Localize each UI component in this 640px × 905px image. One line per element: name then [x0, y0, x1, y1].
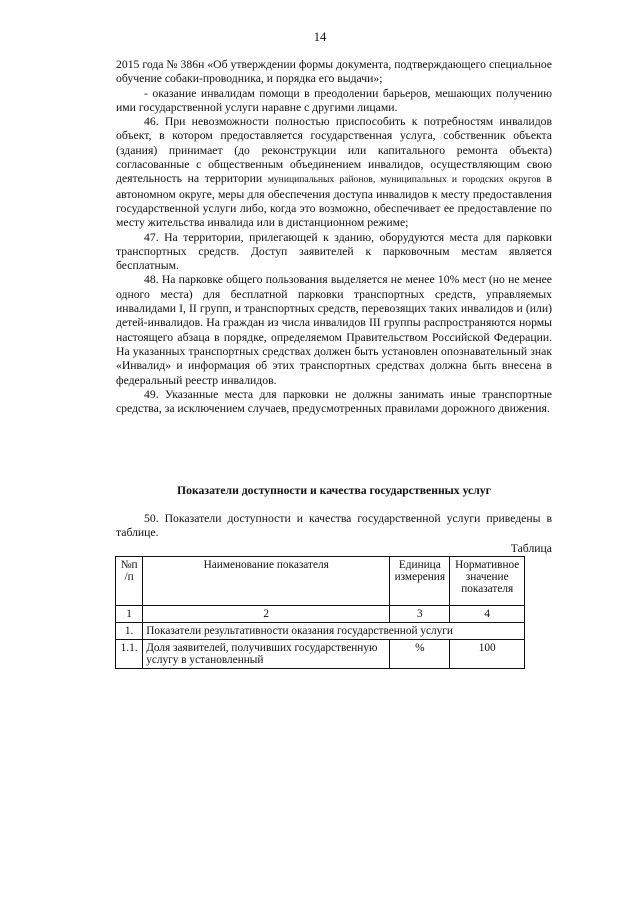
table-section-row	[116, 623, 525, 640]
paragraph-50: 50. Показатели доступности и качества государственной услуги приведены в таблице.	[116, 512, 552, 540]
table-cell: 4	[450, 606, 525, 623]
table-numbering-row	[116, 606, 525, 623]
paragraph: - оказание инвалидам помощи в преодолении барьеров, мешающих получению ими государственной услуги наравне с другими лицами.	[116, 86, 552, 114]
table-row	[116, 640, 525, 669]
table-header-row	[116, 557, 525, 606]
paragraph-47: 47. На территории, прилегающей к зданию, оборудуются места для парковки транспортных средств. Доступ заявителей к парковочным местам является бесплатным.	[116, 230, 552, 273]
table-cell: 1	[116, 606, 143, 623]
section-heading: Показатели доступности и качества государственных услуг	[177, 484, 491, 497]
table-label: Таблица	[510, 542, 552, 555]
paragraph-text-small: муниципальных районов, муниципальных и городских округов	[267, 174, 541, 186]
paragraph: 2015 года № 386н «Об утверждении формы документа, подтверждающего специальное обучение собаки-проводника, и порядка его выдачи»;	[116, 58, 552, 86]
header-cell-name: Наименование показателя	[143, 557, 390, 606]
header-cell-value: Нормативное значение показателя	[450, 557, 525, 606]
table-cell: 2	[143, 606, 390, 623]
paragraph-48: 48. На парковке общего пользования выделяется не менее 10% мест (но не менее одного места) для бесплатной парковки транспортных средств, управляемых инвалидами I, II групп, и транспортных средств, перевозящих таких инвалидов и (или) детей-инвалидов. На граждан из числа инвалидов III группы распространяются нормы настоящего абзаца в порядке, определяемом Правительством Российской Федерации. На указанных транспортных средствах должен быть установлен опознавательный знак «Инвалид» и информация об этих транспортных средствах должна быть внесена в федеральный реестр инвалидов.	[116, 273, 552, 387]
table-cell: 100	[450, 640, 525, 669]
table-cell: 3	[390, 606, 450, 623]
table-cell: 1.1.	[116, 640, 143, 669]
table-cell: %	[390, 640, 450, 669]
paragraph-text: в автономном округе, меры для обеспечения доступа инвалидов к месту предоставления государственной услуги либо, когда это возможно, обеспечивает ее предоставление по месту жительства инвалида или в дистанционном режиме;	[116, 172, 553, 230]
paragraph-text: 46. При невозможности полностью приспособить к потребностям инвалидов объект, в котором предоставляется государственная услуга, собственник объекта (здания) принимает (до реконструкции или капитального ремонта объекта) согласованные с общественным объединением инвалидов, осуществляющим свою деятельность на территории	[116, 115, 552, 186]
table-section-title: Показатели результативности оказания государственной услуги	[143, 623, 525, 640]
paragraph-46	[116, 115, 552, 230]
page-number: 14	[313, 30, 327, 44]
document-body	[116, 58, 552, 416]
indicators-table	[115, 556, 525, 669]
table-cell: Доля заявителей, получивших государственную услугу в установленный	[143, 640, 390, 669]
paragraph-49: 49. Указанные места для парковки не должны занимать иные транспортные средства, за исключением случаев, предусмотренных правилами дорожного движения.	[116, 387, 552, 416]
header-cell-unit: Единица измерения	[390, 557, 450, 606]
header-cell-number: №п /п	[116, 557, 143, 606]
table-cell: 1.	[116, 623, 143, 640]
